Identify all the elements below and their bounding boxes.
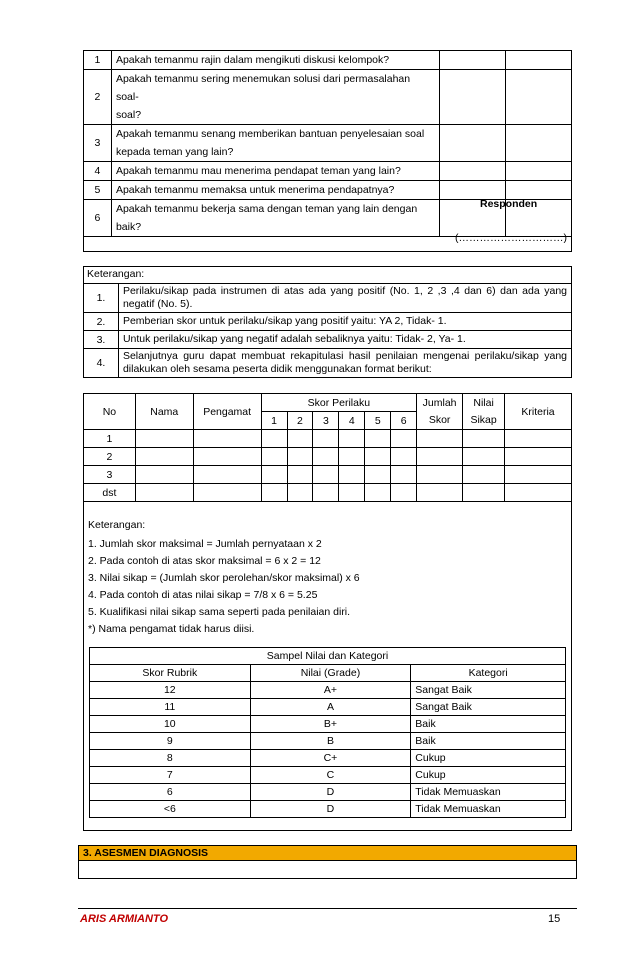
- keterangan2-item: *) Nama pengamat tidak harus diisi.: [88, 623, 255, 635]
- recap-empty-cell: [339, 466, 365, 484]
- sample-kategori: Baik: [411, 716, 566, 733]
- recap-empty-cell: [313, 466, 339, 484]
- score-column-header: 5: [365, 412, 391, 430]
- recap-header-nama: Nama: [135, 394, 193, 430]
- recap-empty-cell: [287, 484, 313, 502]
- keterangan-table: [83, 283, 572, 378]
- recap-empty-cell: [417, 430, 463, 448]
- questionnaire-row: [84, 181, 572, 200]
- recap-header-jumlah: Jumlah: [417, 394, 463, 412]
- keterangan2-title: Keterangan:: [88, 519, 146, 531]
- recap-empty-cell: [505, 448, 572, 466]
- answer-ya-cell: [440, 162, 506, 181]
- sample-row: [90, 682, 566, 699]
- recap-row-number: dst: [84, 484, 136, 502]
- sample-row: [90, 733, 566, 750]
- recap-empty-cell: [391, 448, 417, 466]
- answer-tidak-cell: [506, 70, 572, 125]
- recap-empty-cell: [193, 466, 261, 484]
- recap-empty-cell: [505, 484, 572, 502]
- recap-empty-cell: [365, 466, 391, 484]
- question-number: 2: [84, 70, 112, 125]
- recap-row-number: 2: [84, 448, 136, 466]
- keterangan-number: 2.: [84, 313, 119, 331]
- keterangan-number: 4.: [84, 349, 119, 378]
- questionnaire-row: [84, 162, 572, 181]
- sample-grade: B: [250, 733, 411, 750]
- recap-empty-cell: [463, 466, 505, 484]
- recap-empty-cell: [287, 430, 313, 448]
- footer-author: ARIS ARMIANTO: [80, 913, 168, 925]
- recap-row: [84, 430, 572, 448]
- question-text: Apakah temanmu mau menerima pendapat teman yang lain?: [111, 162, 439, 181]
- recap-empty-cell: [339, 484, 365, 502]
- sample-header: Skor Rubrik: [90, 665, 251, 682]
- keterangan-text: Perilaku/sikap pada instrumen di atas ada yang positif (No. 1, 2 ,3 ,4 dan 6) dan ada yang negatif (No. 5).: [118, 284, 571, 313]
- recap-empty-cell: [193, 430, 261, 448]
- questionnaire-row: [84, 70, 572, 125]
- sample-skor: <6: [90, 801, 251, 818]
- sample-skor: 10: [90, 716, 251, 733]
- keterangan2-list: [88, 536, 360, 638]
- score-column-header: 3: [313, 412, 339, 430]
- answer-ya-cell: [440, 181, 506, 200]
- sample-kategori: Baik: [411, 733, 566, 750]
- sample-skor: 12: [90, 682, 251, 699]
- sample-row: [90, 750, 566, 767]
- answer-ya-cell: [440, 125, 506, 162]
- recap-row: [84, 466, 572, 484]
- sample-kategori: Sangat Baik: [411, 699, 566, 716]
- recap-empty-cell: [365, 448, 391, 466]
- recap-empty-cell: [193, 448, 261, 466]
- recap-empty-cell: [417, 466, 463, 484]
- score-column-header: 2: [287, 412, 313, 430]
- keterangan-row: [84, 349, 572, 378]
- recap-empty-cell: [505, 466, 572, 484]
- recap-empty-cell: [135, 484, 193, 502]
- keterangan-row: [84, 284, 572, 313]
- keterangan-number: 1.: [84, 284, 119, 313]
- question-text: Apakah temanmu bekerja sama dengan teman yang lain dengan baik?: [111, 200, 439, 237]
- sample-table: [89, 647, 566, 818]
- sample-kategori: Tidak Memuaskan: [411, 801, 566, 818]
- sample-grade: A: [250, 699, 411, 716]
- recap-empty-cell: [135, 448, 193, 466]
- recap-empty-cell: [391, 466, 417, 484]
- recap-header-jumlah-2: Skor: [417, 412, 463, 430]
- recap-empty-cell: [417, 484, 463, 502]
- page-number: 15: [548, 913, 561, 925]
- recap-empty-cell: [417, 448, 463, 466]
- keterangan2-item: 5. Kualifikasi nilai sikap sama seperti pada penilaian diri.: [88, 606, 351, 618]
- recap-empty-cell: [365, 484, 391, 502]
- answer-tidak-cell: [506, 181, 572, 200]
- sample-skor: 8: [90, 750, 251, 767]
- keterangan-row: [84, 313, 572, 331]
- answer-tidak-cell: [506, 125, 572, 162]
- question-number: 5: [84, 181, 112, 200]
- recap-row-number: 3: [84, 466, 136, 484]
- responden-label: Responden: [480, 198, 538, 210]
- recap-empty-cell: [339, 430, 365, 448]
- keterangan-row: [84, 331, 572, 349]
- sample-row: [90, 801, 566, 818]
- recap-empty-cell: [135, 430, 193, 448]
- signature-line: (…………………………): [455, 232, 567, 244]
- question-text: Apakah temanmu memaksa untuk menerima pendapatnya?: [111, 181, 439, 200]
- sample-skor: 9: [90, 733, 251, 750]
- score-column-header: 1: [261, 412, 287, 430]
- recap-header-nilai: Nilai: [463, 394, 505, 412]
- keterangan-title: Keterangan:: [87, 268, 145, 280]
- recap-empty-cell: [261, 448, 287, 466]
- question-number: 6: [84, 200, 112, 237]
- sample-row: [90, 699, 566, 716]
- recap-empty-cell: [135, 466, 193, 484]
- recap-empty-cell: [287, 466, 313, 484]
- sample-grade: D: [250, 801, 411, 818]
- sample-grade: A+: [250, 682, 411, 699]
- recap-empty-cell: [505, 430, 572, 448]
- recap-header-pengamat: Pengamat: [193, 394, 261, 430]
- recap-empty-cell: [463, 448, 505, 466]
- keterangan-text: Selanjutnya guru dapat membuat rekapitulasi hasil penilaian mengenai perilaku/sikap yang dilakukan oleh sesama peserta didik menggunakan format berikut:: [118, 349, 571, 378]
- answer-tidak-cell: [506, 162, 572, 181]
- keterangan2-item: 4. Pada contoh di atas nilai sikap = 7/8 x 6 = 5.25: [88, 589, 318, 601]
- section-title: 3. ASESMEN DIAGNOSIS: [79, 846, 576, 861]
- sample-row: [90, 767, 566, 784]
- sample-kategori: Tidak Memuaskan: [411, 784, 566, 801]
- question-number: 1: [84, 51, 112, 70]
- score-column-header: 6: [391, 412, 417, 430]
- answer-ya-cell: [440, 51, 506, 70]
- sample-grade: C+: [250, 750, 411, 767]
- question-text: Apakah temanmu senang memberikan bantuan penyelesaian soal kepada teman yang lain?: [111, 125, 439, 162]
- recap-empty-cell: [339, 448, 365, 466]
- recap-empty-cell: [261, 430, 287, 448]
- keterangan2-item: 1. Jumlah skor maksimal = Jumlah pernyataan x 2: [88, 538, 322, 550]
- keterangan-text: Pemberian skor untuk perilaku/sikap yang positif yaitu: YA 2, Tidak- 1.: [118, 313, 571, 331]
- keterangan2-item: 2. Pada contoh di atas skor maksimal = 6 x 2 = 12: [88, 555, 321, 567]
- answer-tidak-cell: [506, 51, 572, 70]
- sample-grade: C: [250, 767, 411, 784]
- answer-ya-cell: [440, 70, 506, 125]
- recap-empty-cell: [261, 484, 287, 502]
- questionnaire-row: [84, 51, 572, 70]
- recap-empty-cell: [463, 484, 505, 502]
- recap-empty-cell: [261, 466, 287, 484]
- sample-row: [90, 784, 566, 801]
- sample-skor: 11: [90, 699, 251, 716]
- sample-row: [90, 716, 566, 733]
- recap-empty-cell: [391, 430, 417, 448]
- keterangan-text: Untuk perilaku/sikap yang negatif adalah sebaliknya yaitu: Tidak- 2, Ya- 1.: [118, 331, 571, 349]
- recap-row-number: 1: [84, 430, 136, 448]
- recap-table: [83, 393, 572, 502]
- sample-grade: D: [250, 784, 411, 801]
- sample-header: Kategori: [411, 665, 566, 682]
- question-text: Apakah temanmu sering menemukan solusi dari permasalahan soal- soal?: [111, 70, 439, 125]
- recap-header-kriteria: Kriteria: [505, 394, 572, 430]
- question-number: 4: [84, 162, 112, 181]
- recap-empty-cell: [287, 448, 313, 466]
- keterangan-number: 3.: [84, 331, 119, 349]
- footer-rule: [78, 908, 577, 909]
- recap-empty-cell: [391, 484, 417, 502]
- recap-row: [84, 448, 572, 466]
- keterangan2-item: 3. Nilai sikap = (Jumlah skor perolehan/skor maksimal) x 6: [88, 572, 360, 584]
- questionnaire-row: [84, 125, 572, 162]
- sample-skor: 6: [90, 784, 251, 801]
- sample-kategori: Sangat Baik: [411, 682, 566, 699]
- sample-kategori: Cukup: [411, 750, 566, 767]
- sample-skor: 7: [90, 767, 251, 784]
- sample-table-title: Sampel Nilai dan Kategori: [90, 648, 566, 665]
- recap-empty-cell: [463, 430, 505, 448]
- recap-header-no: No: [84, 394, 136, 430]
- recap-header-nilai-2: Sikap: [463, 412, 505, 430]
- recap-empty-cell: [313, 448, 339, 466]
- recap-row: [84, 484, 572, 502]
- score-column-header: 4: [339, 412, 365, 430]
- recap-empty-cell: [313, 430, 339, 448]
- sample-kategori: Cukup: [411, 767, 566, 784]
- recap-empty-cell: [313, 484, 339, 502]
- sample-grade: B+: [250, 716, 411, 733]
- recap-empty-cell: [193, 484, 261, 502]
- sample-header: Nilai (Grade): [250, 665, 411, 682]
- recap-header-skor: Skor Perilaku: [261, 394, 417, 412]
- question-text: Apakah temanmu rajin dalam mengikuti diskusi kelompok?: [111, 51, 439, 70]
- recap-empty-cell: [365, 430, 391, 448]
- question-number: 3: [84, 125, 112, 162]
